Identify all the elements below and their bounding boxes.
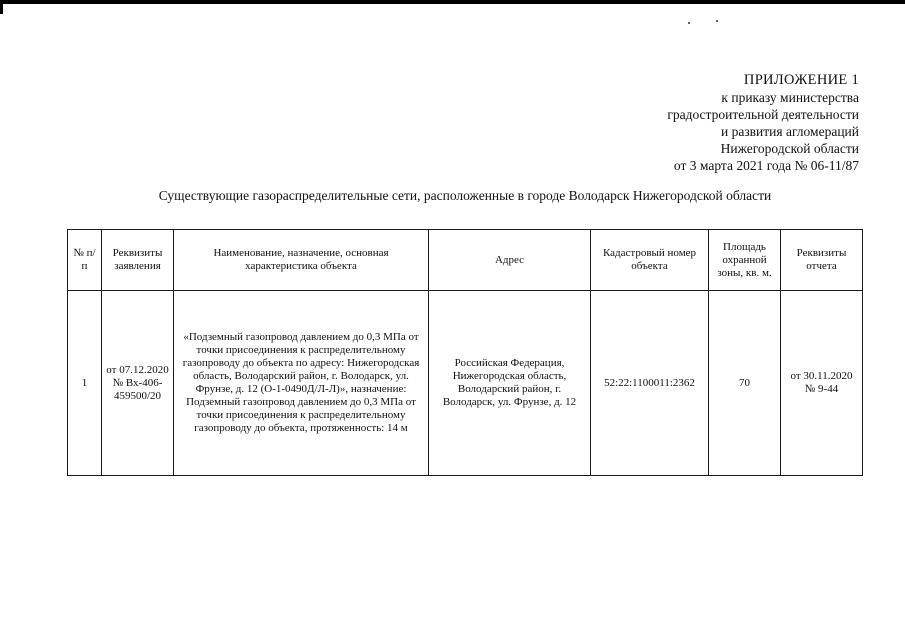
header-application: Реквизиты заявления xyxy=(102,230,174,291)
appendix-heading: ПРИЛОЖЕНИЕ 1 xyxy=(743,72,859,88)
appendix-block xyxy=(667,72,859,174)
document-title: Существующие газораспределительные сети, расположенные в городе Володарск Нижегородской области xyxy=(158,188,772,203)
scan-speck xyxy=(716,20,718,22)
gas-network-table xyxy=(67,229,863,476)
table-row xyxy=(68,291,863,476)
header-number: № п/п xyxy=(68,230,102,291)
scan-border-left xyxy=(0,0,3,14)
appendix-line: и развития агломераций xyxy=(720,124,859,139)
scan-speck xyxy=(688,22,690,24)
header-report: Реквизиты отчета xyxy=(781,230,863,291)
cell-number: 1 xyxy=(68,291,102,476)
scan-border-top xyxy=(0,0,905,4)
appendix-line: от 3 марта 2021 года № 06-11/87 xyxy=(673,158,859,173)
cell-area: 70 xyxy=(709,291,781,476)
header-cadastral: Кадастровый номер объекта xyxy=(591,230,709,291)
table-header-row xyxy=(68,230,863,291)
appendix-line: градостроительной деятельности xyxy=(667,107,859,122)
cell-description: «Подземный газопровод давлением до 0,3 МПа от точки присоединения к распределительному газопроводу до объекта по адресу: Нижегородская область, Володарский район, г. Володарск, ул. Фрунзе, д. 12 (О-1-0490Д/Л-Л)», назначение: Подземный газопровод давлением до 0,3 МПа от точки присоединения к распределительному газопроводу до объекта, протяженность: 14 м xyxy=(174,291,429,476)
cell-cadastral: 52:22:1100011:2362 xyxy=(591,291,709,476)
header-description: Наименование, назначение, основная характеристика объекта xyxy=(174,230,429,291)
appendix-line: к приказу министерства xyxy=(721,90,859,105)
appendix-line: Нижегородской области xyxy=(720,141,859,156)
header-address: Адрес xyxy=(429,230,591,291)
cell-application: от 07.12.2020 № Вх-406-459500/20 xyxy=(102,291,174,476)
cell-report: от 30.11.2020 № 9-44 xyxy=(781,291,863,476)
header-area: Площадь охранной зоны, кв. м. xyxy=(709,230,781,291)
cell-address: Российская Федерация, Нижегородская область, Володарский район, г. Володарск, ул. Фрунзе, д. 12 xyxy=(429,291,591,476)
